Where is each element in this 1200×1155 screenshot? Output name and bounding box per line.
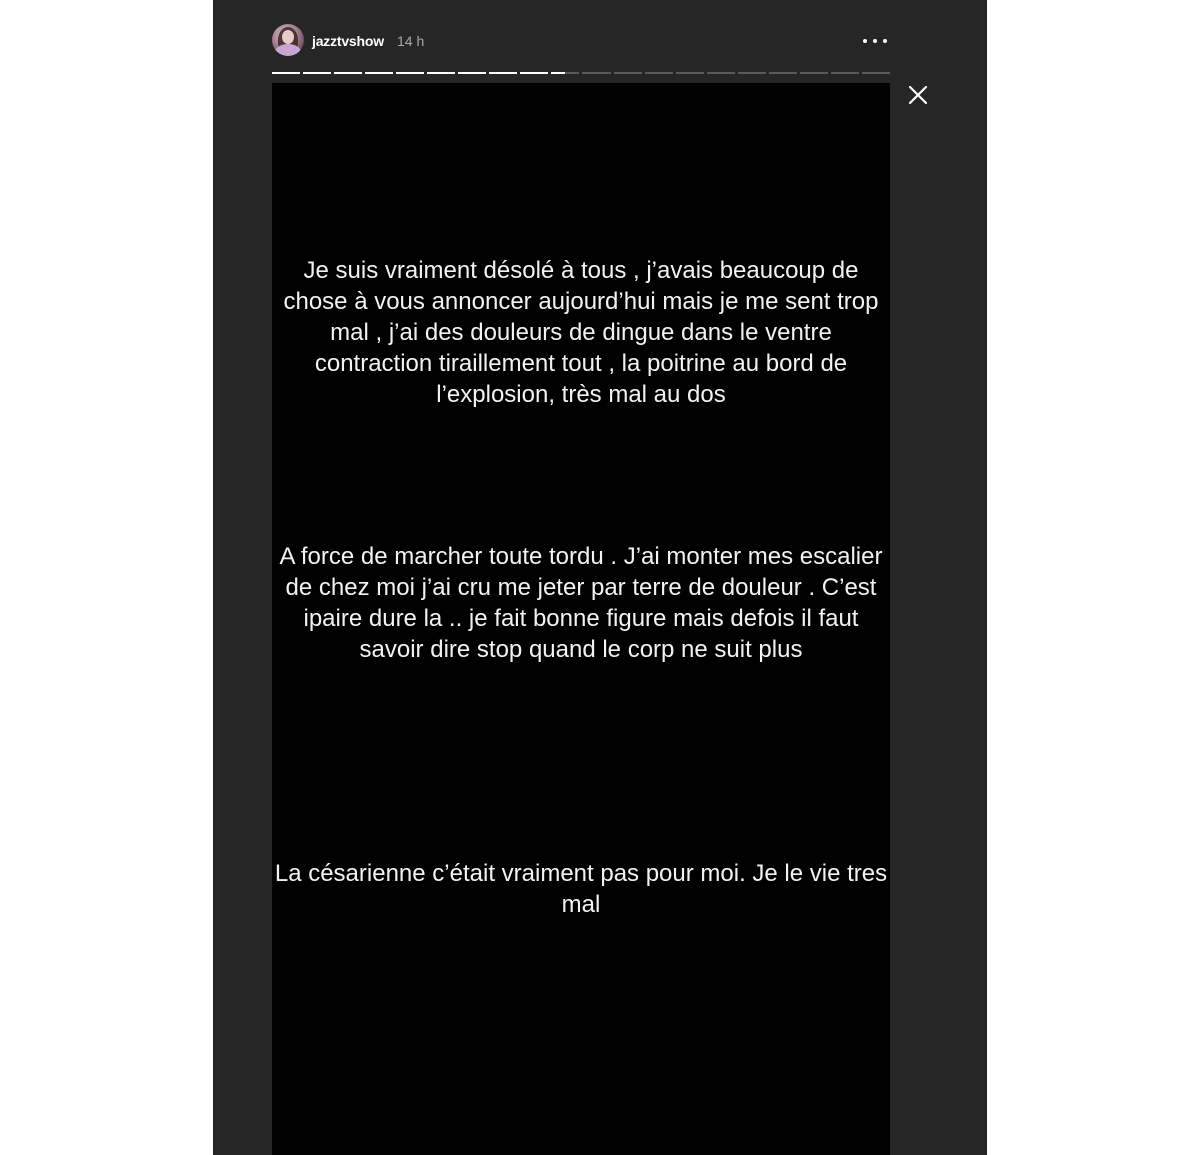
progress-segment	[489, 72, 517, 74]
story-text-paragraph: Je suis vraiment désolé à tous , j’avais beaucoup de chose à vous annoncer aujourd’hui mais je me sent trop mal , j’ai des douleurs de dingue dans le ventre contraction tiraillement tout , la poitrine au bord de l’explosion, très mal au dos	[283, 257, 879, 408]
progress-segment	[303, 72, 331, 74]
progress-segment	[614, 72, 642, 74]
progress-segment	[551, 72, 579, 74]
progress-segment	[396, 72, 424, 74]
avatar-body	[275, 44, 301, 56]
progress-segment	[769, 72, 797, 74]
progress-segment	[272, 72, 300, 74]
more-horizontal-icon	[863, 39, 867, 43]
story-content[interactable]	[272, 83, 890, 1155]
progress-segment	[738, 72, 766, 74]
avatar-face	[282, 30, 294, 44]
progress-segment	[427, 72, 455, 74]
close-button[interactable]	[907, 84, 929, 106]
story-header	[272, 24, 890, 58]
progress-segment	[800, 72, 828, 74]
progress-segment	[365, 72, 393, 74]
more-options-button[interactable]	[860, 32, 890, 50]
username-link[interactable]: jazztvshow	[312, 33, 384, 49]
progress-segment	[334, 72, 362, 74]
progress-segment	[520, 72, 548, 74]
story-text-paragraph: La césarienne c’était vraiment pas pour moi. Je le vie tres mal	[274, 860, 888, 918]
progress-segment	[862, 72, 890, 74]
more-horizontal-icon-dot	[883, 39, 887, 43]
story-text-paragraph: A force de marcher toute tordu . J’ai monter mes escalier de chez moi j’ai cru me jeter par terre de douleur . C’est ipaire dure la .. je fait bonne figure mais defois il faut savoir dire stop quand le corp ne suit plus	[279, 543, 883, 663]
more-horizontal-icon-dot	[873, 39, 877, 43]
story-viewer	[213, 0, 987, 1155]
story-progress-bar	[272, 72, 890, 74]
story-timestamp: 14 h	[397, 33, 425, 49]
progress-segment	[645, 72, 673, 74]
progress-segment	[582, 72, 610, 74]
progress-segment	[831, 72, 859, 74]
progress-segment	[458, 72, 486, 74]
close-icon	[907, 84, 929, 106]
progress-segment	[707, 72, 735, 74]
avatar[interactable]	[272, 24, 304, 56]
progress-segment	[676, 72, 704, 74]
